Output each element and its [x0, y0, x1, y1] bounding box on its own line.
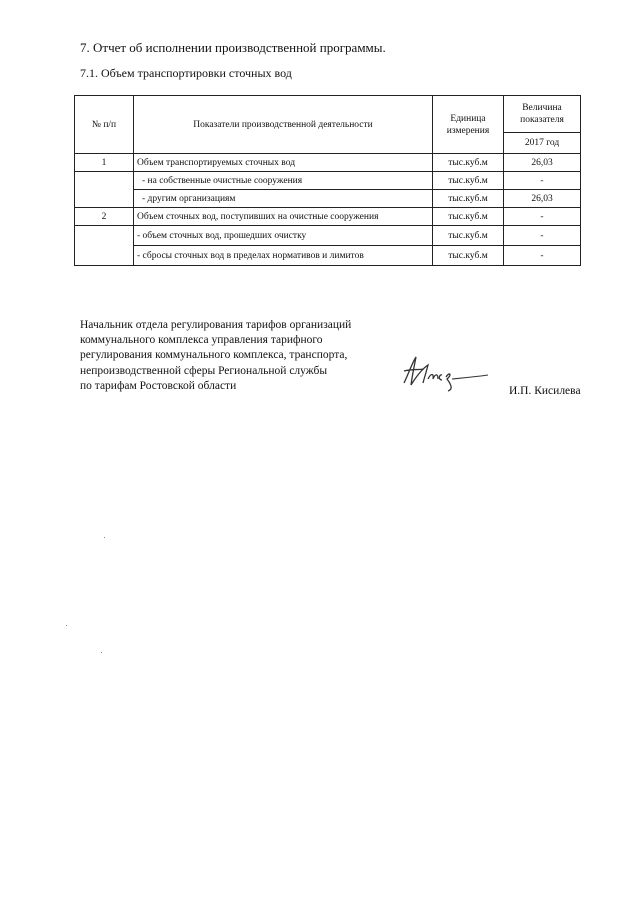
- row-num: 1: [75, 154, 134, 172]
- row-indicator: Объем транспортируемых сточных вод: [134, 154, 433, 172]
- header-value: Величина показателя: [504, 96, 581, 133]
- table-row: [75, 154, 581, 172]
- row-indicator: - другим организациям: [134, 190, 433, 208]
- row-indicator: - на собственные очистные сооружения: [134, 172, 433, 190]
- subsection-title: 7.1. Объем транспортировки сточных вод: [80, 66, 292, 80]
- row-value: 26,03: [504, 154, 581, 172]
- section-title: 7. Отчет об исполнении производственной программы.: [80, 40, 386, 55]
- header-unit: Единица измерения: [433, 96, 504, 154]
- table-row: [75, 172, 581, 190]
- table-row: [75, 190, 581, 208]
- signatory-line: регулирования коммунального комплекса, транспорта,: [80, 349, 348, 362]
- row-indicator: - сбросы сточных вод в пределах нормативов и лимитов: [134, 246, 433, 266]
- row-unit: тыс.куб.м: [433, 226, 504, 246]
- signatory-line: по тарифам Ростовской области: [80, 379, 237, 392]
- row-value: -: [504, 208, 581, 226]
- scan-speck: [66, 625, 67, 626]
- table-header-row: [75, 96, 581, 133]
- row-indicator: Объем сточных вод, поступивших на очистные сооружения: [134, 208, 433, 226]
- scan-speck: [101, 652, 102, 653]
- row-unit: тыс.куб.м: [433, 208, 504, 226]
- row-value: 26,03: [504, 190, 581, 208]
- table-row: [75, 226, 581, 246]
- row-indicator: - объем сточных вод, прошедших очистку: [134, 226, 433, 246]
- row-num: [75, 226, 134, 266]
- row-value: -: [504, 246, 581, 266]
- row-num: 2: [75, 208, 134, 226]
- row-unit: тыс.куб.м: [433, 172, 504, 190]
- report-table: [74, 95, 581, 266]
- row-value: -: [504, 172, 581, 190]
- table-row: [75, 208, 581, 226]
- signatory-line: Начальник отдела регулирования тарифов организаций: [80, 319, 352, 331]
- header-num: № п/п: [75, 96, 134, 154]
- table-row: [75, 246, 581, 266]
- row-unit: тыс.куб.м: [433, 154, 504, 172]
- scan-speck: [104, 537, 105, 538]
- header-indicator: Показатели производственной деятельности: [134, 96, 433, 154]
- handwritten-signature: [398, 353, 490, 393]
- row-num: [75, 172, 134, 208]
- row-value: -: [504, 226, 581, 246]
- row-unit: тыс.куб.м: [433, 190, 504, 208]
- signatory-line: коммунального комплекса управления тарифного: [80, 334, 323, 347]
- row-unit: тыс.куб.м: [433, 246, 504, 266]
- signatory-name: И.П. Кисилева: [509, 385, 581, 397]
- signatory-title: [80, 318, 351, 394]
- header-year: 2017 год: [504, 133, 581, 154]
- signatory-line: непроизводственной сферы Региональной службы: [80, 364, 328, 377]
